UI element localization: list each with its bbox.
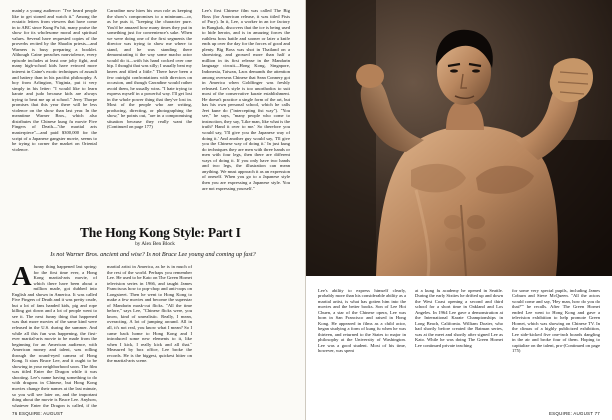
article-text: mainly a young audience: "I've heard people like to get stoned and watch it." Among the ecstatic letters from viewers that have come in to ABC since Kung Fu hit, many praise the show for its wholesome moral and spiritual values. Several have requested copies of the proverbs recited by the Shaolin priests—and Warners is busy preparing a booklet. Although Caine preaches nonviolence, every episode includes at least one jolty fight, and many high-school kids have evinced more interest in Caine's exotic techniques of assault and battery than in his pacifist philosophy. A boy from Arlington, Virginia, put it very simply in his letter: "I would like to learn karate and judo because kids are always trying to beat me up at school." Jerry Thorpe promises that this year there will be less violence on the show than last year. In the meantime Warner Bros., which also distributes the Chinese kung fu movie Five Fingers of Death—"the martial arts masterpiece"—and paid $300,000 for the script of a Japanese gangster movie, seems to be trying to corner the market on Oriental violence. bbox=[12, 8, 97, 152]
article-column-9 bbox=[512, 283, 600, 409]
article-headline: The Hong Kong Style: Part I bbox=[80, 225, 241, 240]
page-folio: ESQUIRE: AUGUST 77 bbox=[548, 411, 600, 416]
article-text: Carradine now hires his own role as keeping the show's compromises to a minimum—or, as he puts it, "keeping the character pure. You'd be amazed how many times they put in something just for convenience's sake. When we were doing one of the first segments the director was trying to show me where to stand, and he was standing there demonstrating it the way some macho actor would do it—with his hand cocked over one hip. I thought that was silly; I usually beat my knees and tilted a little." There have been a few outright confrontations with directors on occasion, and though Carradine would rather avoid them, he usually wins. "I hate trying to express myself in a powerful way. I'll get lost in the whole power thing that they've lost in. Most of the people who are writing, producing, directing, or photographing the show," he points out, "are in a compromising situation because they really want the (Continued on page 177) bbox=[107, 8, 192, 130]
drop-cap: A bbox=[12, 264, 32, 291]
page-folio: 76 ESQUIRE: AUGUST bbox=[12, 411, 64, 416]
article-text: at a kung fu academy he opened in Seattle. During the early Sixties he drifted up and down the West Coast opening a second and third school for a short time in Oakland and Los Angeles. In 1964 Lee gave a demonstration at the International Karate Championships in Long Beach, California. William Dozier, who had shortly before created the Batman series, was at the meet and shortly after signed Lee as Kato. While he was doing The Green Hornet Lee continued private teaching bbox=[415, 287, 503, 348]
article-text: funny thing happened last spring: for the first time ever, a Hong Kong martial-arts movie, of which there have been about a million made, got dubbed into English and shown in America. It was called Five Fingers of Death and it was pretty crude, but a lot of fans handed kids, pig and rope killing got down and a lot of people went to see it. The next funny thing that happened was that more movies of the same kind were released in the U.S. during the summer. And while all this fun was happening, the first-ever martial-arts movie to be made from the beginning for an American audience, with American money and talent, was rolling through the round-eyed camera of Hong Kong. It stars Bruce Lee, and it ought to be showing in your neighborhood soon. The film was titled Enter the Dragon while it was shooting. Lee's name having something to do with dragons in Chinese, but Hong Kong movies change their names at the last minute, so you will see later on, and the important thing about the movie is Bruce Lee. Anyhow, whatever Enter the Dragon is called, if the bbox=[12, 264, 97, 408]
right-page bbox=[306, 0, 612, 420]
article-text: for some very special pupils, including James Coburn and Steve McQueen. "All the actors would come and say, 'Hey man, how do you do that?'" he recalls. After The Green Hornet ended Lee went to Hong Kong and gave a television exhibition to help promote Green Hornet, which was showing on Chinese TV. In the climax of a highly publicized exhibition, Lee side-kicked five one-inch boards dangling in the air and broke four of them. Hoping to capitalize on the talent, pro-(Continued on page 175) bbox=[512, 287, 600, 354]
bruce-lee-photo bbox=[306, 0, 612, 276]
article-text: Lee's ability to express himself clearly, probably more than his considerable ability as a martial artist, is what has gotten him into the movies and the better books. Son of Lee Hoi Chuen, a star of the Chinese opera, Lee was born in San Francisco and raised in Hong Kong. He appeared in films as a child actor, began studying a form of kung fu when he was thirteen, and returned to the States to major in philosophy at the University of Washington. Lee was a good student. Most of his time, however, was spent bbox=[318, 287, 406, 354]
article-column-2 bbox=[107, 8, 192, 220]
article-column-3 bbox=[202, 8, 290, 220]
article-column-4 bbox=[12, 264, 97, 409]
article-column-5 bbox=[107, 264, 192, 409]
left-page bbox=[0, 0, 305, 420]
article-byline: by Alex Ben Block bbox=[135, 241, 175, 247]
article-column-6 bbox=[202, 264, 290, 409]
article-deck: Is not Warner Bros. ancient and wise? Is not Bruce Lee young and coming up fast? bbox=[50, 251, 256, 258]
article-column-8 bbox=[415, 283, 503, 409]
article-column-1 bbox=[12, 8, 97, 220]
article-text: martial artist in America, as he is in much of the rest of the world. Perhaps you remember Lee. He used to be Kato on The Green Hornet television series in 1966, and taught James Franciscus how to pop-chop and anti-oops on Longstreet. Then he went to Hong Kong to make a few movies and become the superstar of Mandarin mask-cut flicks. "All the time before," says Lee, "Chinese flicks were, you know, kind of unrealistic. Really, I mean, overacting. A lot of jumping around. All in all, it's not real, you know what I mean? So I came back home to Hong Kong and I introduced some new elements to it, like when I kick, I really kick and all that." Measured by box office, Lee broke the records. He is the biggest, quickest hitter on the martial-arts scene. bbox=[107, 264, 192, 364]
article-column-7 bbox=[318, 283, 406, 409]
article-text: Lee's first Chinese film was called The Big Boss (for American release, it was titled Fists of Fury). In it, Lee, a worker in an ice factory in Bangkok, discovers that the ice is being used to hide heroin, and is in amazing forces the ruthless boss battle and sooner or later a knife ends up over the day for the forces of good and plenty. Big Boss was shot in Thailand on a shoestring, and grossed more than half a million in its first release in the Mandarin language circuit—Hong Kong, Singapore, Indonesia, Taiwan, Laos demands the attention among overseas Chinese that Sean Connery got in America when Goldfinger was freshly released. Lee's style is too unorthodox to suit most of the conservative karate establishment. He doesn't practice a single form of the art, but has his own personal school, which he calls Jeet kune do ("intercepting fist way"). "You see," he says, "many people who come to instruction, they say, 'Like man, like what is the truth? Hand it over to me.' So therefore you would say, 'I'll give you the Japanese way of doing it.' And another guy would say, 'I'll give you the Chinese way of doing it.' In just kung do techniques they are men with three hands or men with four legs, then there are different ways of doing it. If you only have two hands and two legs, the illustration can mean anything. We must approach it as an expression of oneself. When you go to a Japanese style then you are expressing a Japanese style. You are not expressing yourself." bbox=[202, 8, 290, 191]
